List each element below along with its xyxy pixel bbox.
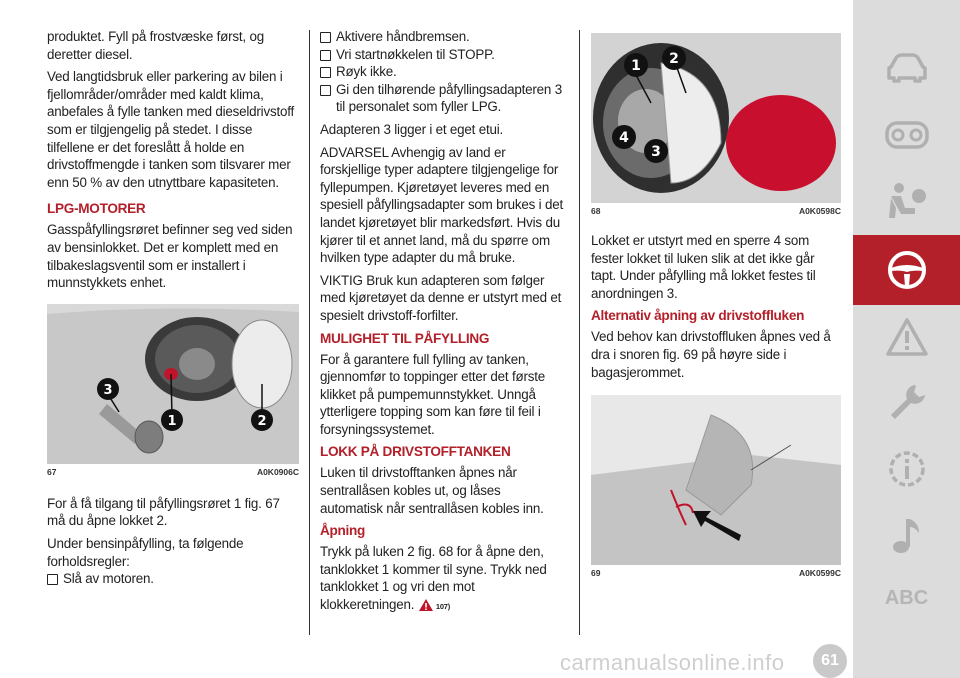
figure-68 <box>591 33 841 203</box>
checklist-item: Røyk ikke. <box>320 63 564 81</box>
sidebar-item-driving[interactable] <box>853 235 960 305</box>
checkbox-icon <box>320 32 331 43</box>
fuel-cap-illustration <box>591 33 841 203</box>
paragraph: Lokket er utstyrt med en sperre 4 som fester lokket til luken slik at det ikke går tapt. Under påfylling må lokket festes til anordningen 3. <box>591 233 816 301</box>
info-gear-icon <box>885 447 929 491</box>
column-2 <box>320 28 564 621</box>
figure-code: A0K0599C <box>798 568 841 579</box>
trunk-cord-illustration <box>591 395 841 565</box>
paragraph: VIKTIG Bruk kun adapteren som følger med kjøretøyet da denne er utstyrt med et spesielt drivstoff-forfilter. <box>320 272 562 323</box>
figure-69 <box>591 395 841 565</box>
paragraph: Under bensinpåfylling, ta følgende forholdsregler: <box>47 535 244 569</box>
paragraph: For å få tilgang til påfyllingsrøret 1 fig. 67 må du åpne lokket 2. <box>47 495 280 529</box>
music-note-icon <box>885 513 929 557</box>
section-heading-lpg: LPG-MOTORER <box>47 201 146 217</box>
steering-wheel-icon <box>885 248 929 292</box>
callout-3: 3 <box>651 144 661 160</box>
checkbox-icon <box>47 574 58 585</box>
wrench-icon <box>885 381 929 425</box>
subheading-apning: Åpning <box>320 523 366 539</box>
paragraph: Ved langtidsbruk eller parkering av bilen i fjellområder/områder med kaldt klima, anbefales å fylle tanken med dieseldrivstoff som er tilgjengelig på stedet. I disse tilfellene er det foreslått å holde en drivstoffmengde i tanken som tilsvarer mer enn 50 % av den utnyttbare kapasiteten. <box>47 69 295 190</box>
column-divider <box>579 30 580 635</box>
checklist-item: Aktivere håndbremsen. <box>320 28 564 46</box>
paragraph: ADVARSEL Avhengig av land er forskjellige typer adaptere tilgjengelige for fyllepumpen. Kjøretøyet leveres med en spesiell påfyllingsadapter som brukes i det landet kjøretøyet blir markedsført. Hvis du kjører til et annet land, må du spørre om hvilken type adapter du må bruke. <box>320 144 563 266</box>
column-divider <box>309 30 310 635</box>
section-heading-lokk: LOKK PÅ DRIVSTOFFTANKEN <box>320 444 511 460</box>
warning-triangle-icon <box>885 317 929 357</box>
checkbox-icon <box>320 50 331 61</box>
sidebar-item-index[interactable] <box>853 563 960 633</box>
watermark: carmanualsonline.info <box>560 650 785 675</box>
callout-2: 2 <box>257 413 267 429</box>
section-heading-mulighet: MULIGHET TIL PÅFYLLING <box>320 330 490 346</box>
figure-code: A0K0906C <box>256 466 299 477</box>
figure-number: 69 <box>591 568 601 579</box>
page-number: 61 <box>813 644 847 678</box>
index-label: ABC <box>884 586 929 609</box>
section-heading-alternativ: Alternativ åpning av drivstoffluken <box>591 308 805 324</box>
seat-airbag-icon <box>885 182 929 222</box>
sidebar-item-maintenance[interactable] <box>853 368 960 438</box>
callout-1: 1 <box>167 413 177 429</box>
sidebar-item-dashboard[interactable] <box>853 100 960 170</box>
paragraph: Trykk på luken 2 fig. 68 for å åpne den, tanklokket 1 kommer til syne. Trykk ned tanklokket 1 og vri den mot klokkeretningen. 107) <box>320 544 547 613</box>
chapter-sidebar <box>853 0 960 678</box>
sidebar-item-safety[interactable] <box>853 167 960 237</box>
figure-caption <box>47 467 299 477</box>
paragraph: For å garantere full fylling av tanken, gjennomfør to toppinger etter det første klikket på pumpemunnstykket. Unngå ytterligere topping som kan føre til feil i forsyningssystemet. <box>320 351 545 437</box>
checklist-item: Gi den tilhørende påfyllingsadapteren 3 til personalet som fyller LPG. <box>320 81 564 116</box>
sidebar-item-multimedia[interactable] <box>853 500 960 570</box>
sidebar-item-car[interactable] <box>853 33 960 103</box>
paragraph: produktet. Fyll på frostvæske først, og deretter diesel. <box>47 29 264 62</box>
figure-caption <box>591 568 841 578</box>
reference-number: 107) <box>435 602 451 612</box>
paragraph: Adapteren 3 ligger i et eget etui. <box>320 121 504 137</box>
sidebar-item-emergency[interactable] <box>853 302 960 372</box>
paragraph: Ved behov kan drivstoffluken åpnes ved å dra i snoren fig. 69 på høyre side i bagasjerommet. <box>591 329 831 380</box>
callout-1: 1 <box>631 58 641 74</box>
figure-number: 68 <box>591 206 601 216</box>
sidebar-item-technical[interactable] <box>853 434 960 504</box>
car-icon <box>885 53 929 83</box>
column-3 <box>591 33 841 578</box>
figure-67 <box>47 304 299 464</box>
callout-3: 3 <box>103 382 113 398</box>
paragraph: Luken til drivstofftanken åpnes når sentrallåsen kobles ut, og låses automatisk når sentrallåsen kobles inn. <box>320 465 544 516</box>
checkbox-icon <box>320 67 331 78</box>
dashboard-icon <box>885 120 929 150</box>
checkbox-icon <box>320 85 331 96</box>
figure-number: 67 <box>47 466 57 477</box>
paragraph: Gasspåfyllingsrøret befinner seg ved siden av bensinlokket. Det er komplett med en tilbakeslagsventil som er installert i munnstykkets enhet. <box>47 222 293 291</box>
callout-4: 4 <box>619 130 629 146</box>
warning-icon <box>418 598 434 612</box>
column-1 <box>47 28 299 588</box>
figure-code: A0K0598C <box>798 206 841 216</box>
fuel-filler-illustration <box>47 304 299 464</box>
checklist-item: Vri startnøkkelen til STOPP. <box>320 46 564 64</box>
callout-2: 2 <box>669 51 679 67</box>
figure-caption <box>591 206 841 216</box>
checklist-item: Slå av motoren. <box>47 570 299 588</box>
